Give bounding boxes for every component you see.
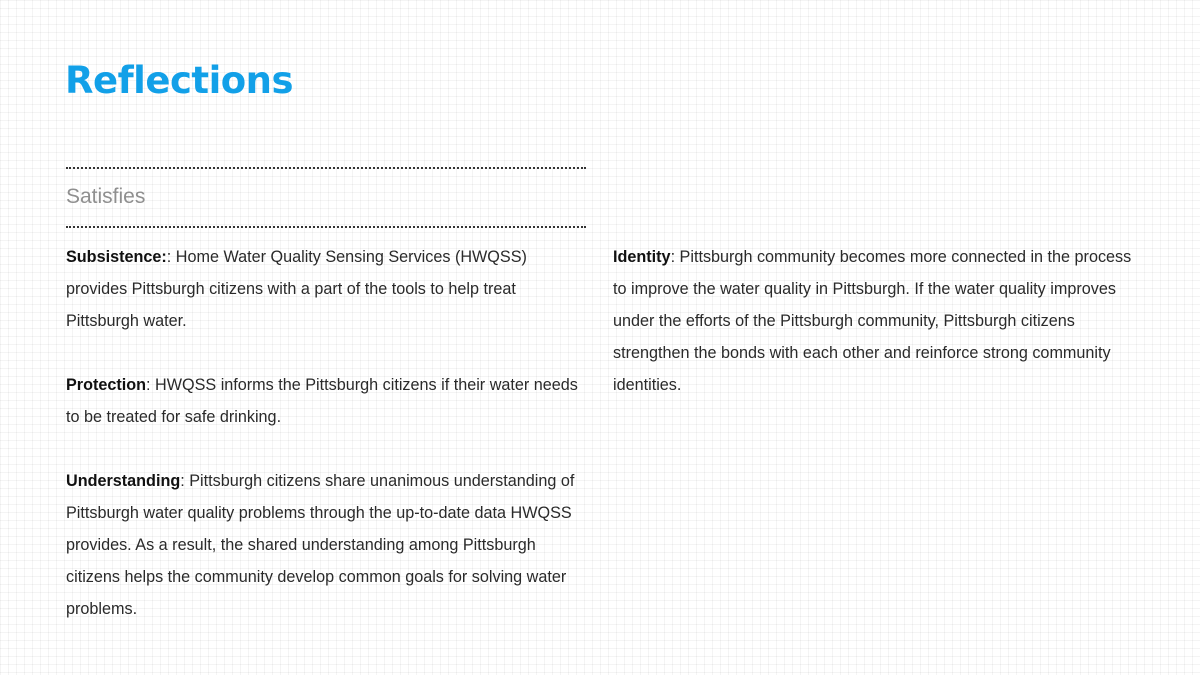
term-identity: Identity: [613, 248, 671, 266]
dotted-divider-top: [66, 167, 586, 169]
paragraph-identity: [613, 241, 1143, 401]
paragraph-subsistence: [66, 241, 586, 337]
page-title: Reflections: [65, 59, 294, 102]
text-subsistence: : Home Water Quality Sensing Services (HWQSS) provides Pittsburgh citizens with a part of the tools to help treat Pittsburgh water.: [66, 248, 527, 330]
paragraph-protection: [66, 369, 586, 433]
right-column: [613, 241, 1143, 433]
text-protection: : HWQSS informs the Pittsburgh citizens if their water needs to be treated for safe drinking.: [66, 376, 578, 426]
left-column: [66, 241, 586, 657]
dotted-divider-bottom: [66, 226, 586, 228]
paragraph-understanding: [66, 465, 586, 625]
term-understanding: Understanding: [66, 472, 181, 490]
text-understanding: : Pittsburgh citizens share unanimous understanding of Pittsburgh water quality problems through the up-to-date data HWQSS provides. As a result, the shared understanding among Pittsburgh citizens helps the community develop common goals for solving water problems.: [66, 472, 575, 618]
term-subsistence: Subsistence:: [66, 248, 167, 266]
text-identity: : Pittsburgh community becomes more connected in the process to improve the water quality in Pittsburgh. If the water quality improves under the efforts of the Pittsburgh community, Pittsburgh citizens strengthen the bonds with each other and reinforce strong community identities.: [613, 248, 1132, 394]
section-label: Satisfies: [66, 185, 146, 208]
term-protection: Protection: [66, 376, 147, 394]
